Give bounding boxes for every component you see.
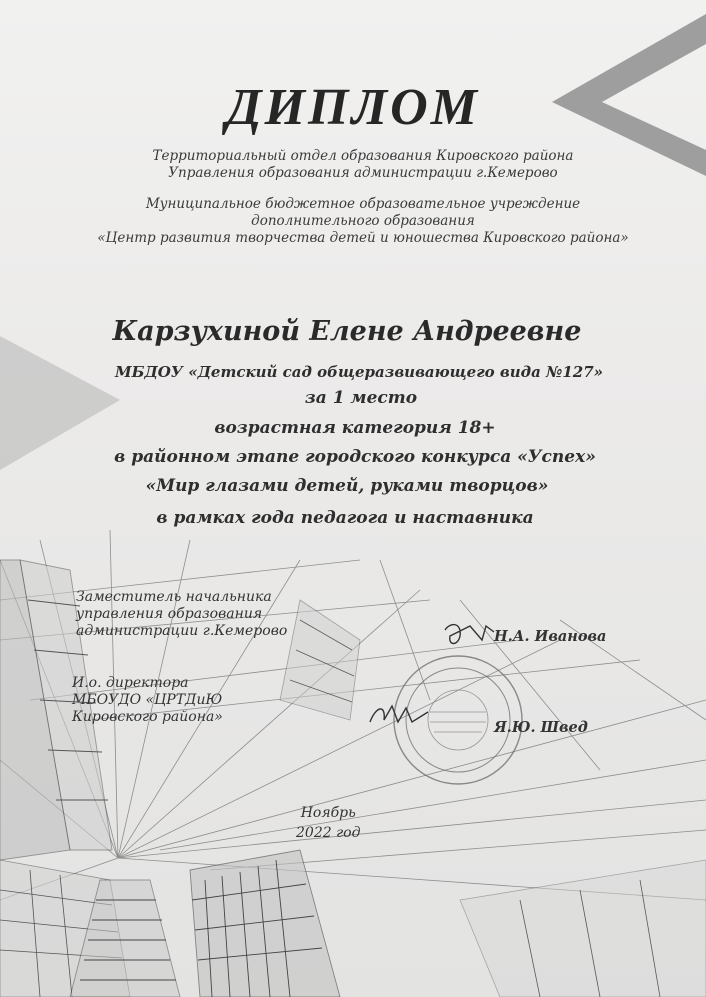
role-line: администрации г.Кемерово [76,623,288,639]
award-place: за 1 место [304,388,418,408]
recipient-name: Карзухиной Елене Андреевне [112,316,582,347]
signatory-role-2 [72,675,223,726]
organization-line: «Центр развития творчества детей и юношества Кировского района» [97,230,629,246]
signature-ivanova-handwriting [445,625,494,644]
organization-block [10,196,706,247]
age-category: возрастная категория 18+ [214,418,496,438]
role-line: управления образования [76,606,263,622]
contest-stage: в районном этапе городского конкурса «Успех» [114,447,596,467]
recipient-institution: МБДОУ «Детский сад общеразвивающего вида №127» [114,363,604,381]
contest-theme: «Мир глазами детей, руками творцов» [145,476,549,496]
issue-date [296,803,360,843]
date-year: 2022 год [296,825,361,841]
signatory-name-1: Н.А. Иванова [494,628,607,645]
organization-line: дополнительного образования [251,213,475,229]
role-line: И.о. директора [72,675,189,691]
role-line: МБОУДО «ЦРТДиЮ [72,692,223,708]
diploma-title: ДИПЛОМ [226,79,480,136]
issuer-line: Территориальный отдел образования Кировского района [152,148,574,164]
role-line: Кировского района» [72,709,223,725]
issuer-block [10,148,706,182]
contest-context: в рамках года педагога и наставника [156,508,534,528]
signatory-name-2: Я.Ю. Швед [494,719,588,736]
right-structure-sketch [280,600,706,997]
role-line: Заместитель начальника [76,589,272,605]
organization-line: Муниципальное бюджетное образовательное учреждение [145,196,581,212]
issuer-line: Управления образования администрации г.Кемерово [168,165,558,181]
signatory-role-1 [76,589,287,640]
date-month: Ноябрь [300,805,356,821]
signature-shved-handwriting [370,706,428,722]
